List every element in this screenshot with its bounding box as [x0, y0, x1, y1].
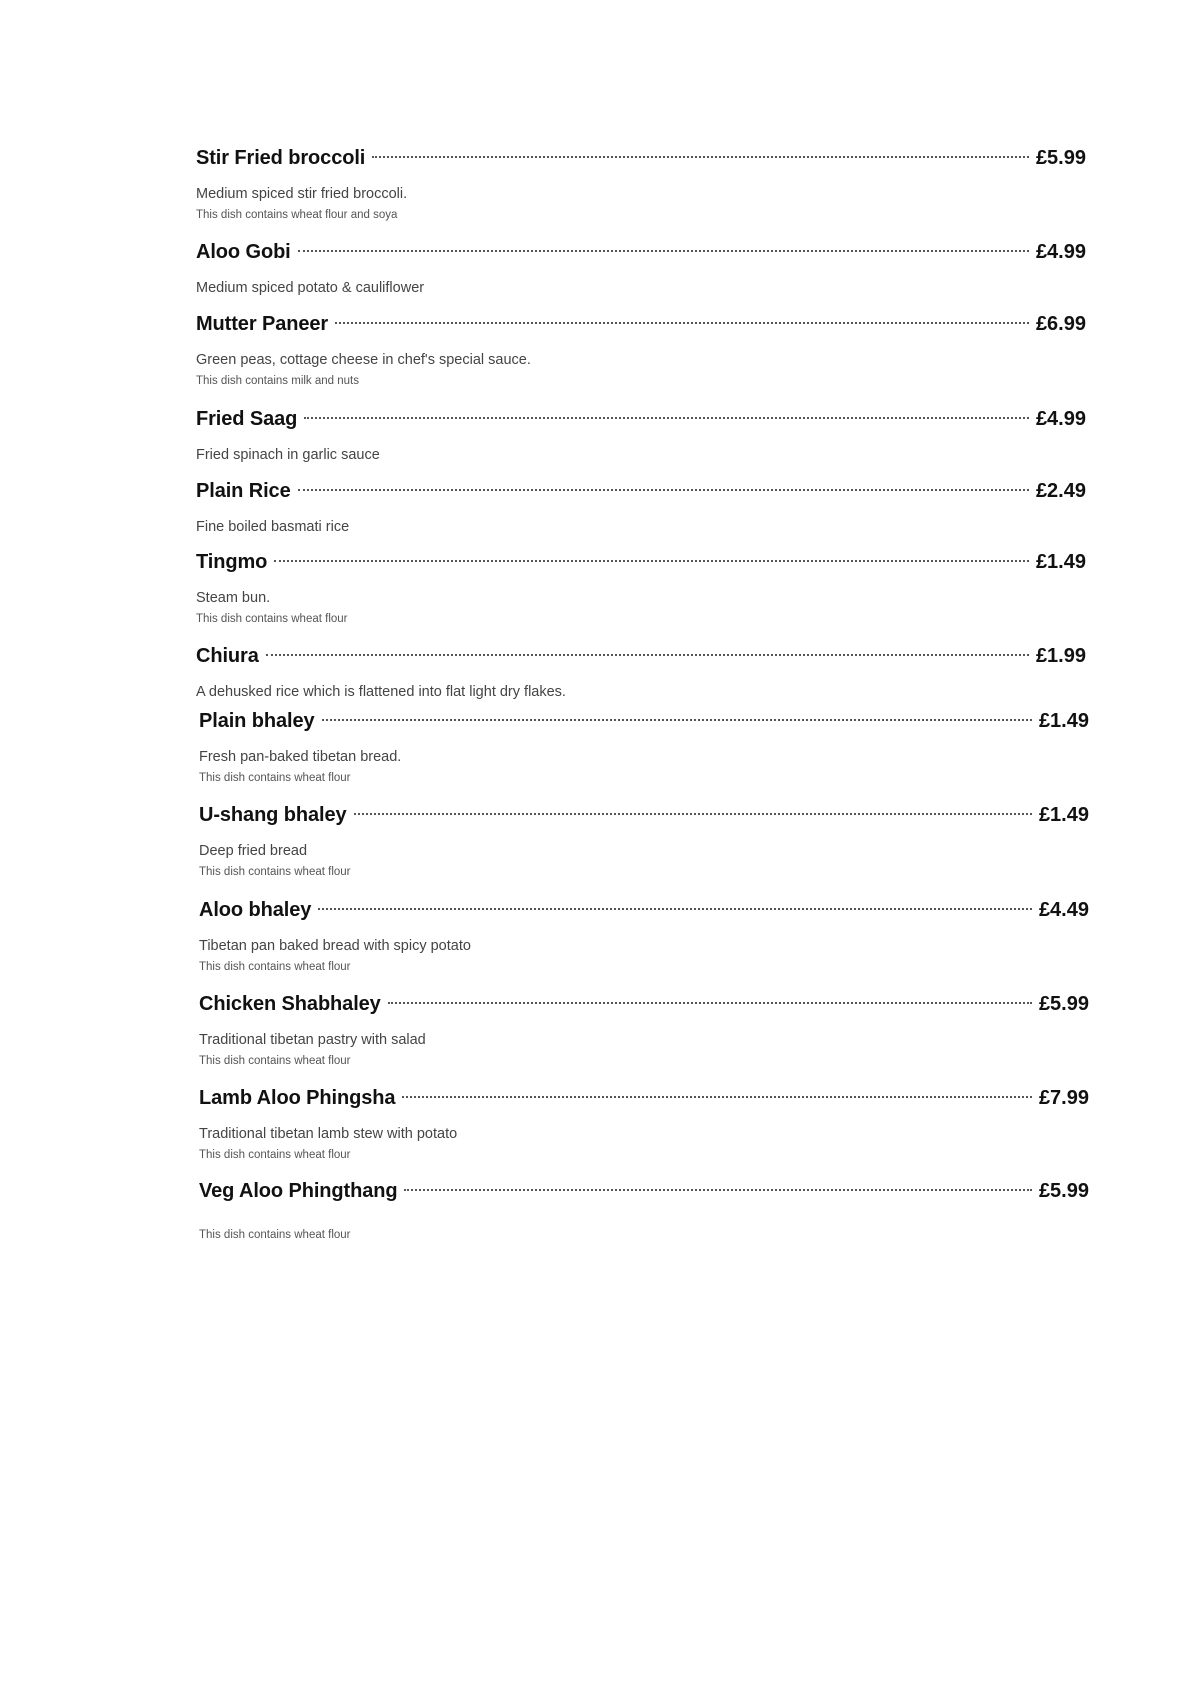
item-price: £1.49 [1035, 551, 1086, 573]
item-description: Medium spiced potato & cauliflower [196, 280, 425, 296]
dotted-leader [335, 322, 1029, 324]
dotted-leader [318, 908, 1032, 910]
item-name: Aloo Gobi [196, 241, 291, 263]
item-description: Deep fried bread [199, 843, 308, 859]
item-price: £4.99 [1035, 408, 1086, 430]
item-allergen: This dish contains wheat flour and soya [196, 209, 398, 221]
dotted-leader [388, 1002, 1032, 1004]
item-name: Aloo bhaley [199, 899, 312, 921]
item-description: Traditional tibetan pastry with salad [199, 1032, 426, 1048]
item-name: Chiura [196, 645, 259, 667]
menu-item [199, 1180, 1089, 1242]
item-allergen: This dish contains wheat flour [199, 1149, 351, 1161]
item-price: £1.99 [1035, 645, 1086, 667]
menu-item [196, 645, 1086, 701]
item-description: A dehusked rice which is flattened into flat light dry flakes. [196, 684, 566, 700]
item-price: £5.99 [1038, 1180, 1089, 1202]
dotted-leader [322, 719, 1032, 721]
menu-item [196, 241, 1086, 297]
item-description: Fried spinach in garlic sauce [196, 447, 380, 463]
item-name: Tingmo [196, 551, 268, 573]
item-allergen: This dish contains wheat flour [199, 772, 351, 784]
menu-item [199, 1087, 1089, 1162]
item-name: Veg Aloo Phingthang [199, 1180, 398, 1202]
menu-item [199, 804, 1089, 879]
item-name: Fried Saag [196, 408, 298, 430]
dotted-leader [274, 560, 1029, 562]
item-price: £5.99 [1038, 993, 1089, 1015]
item-name: Stir Fried broccoli [196, 147, 366, 169]
menu-item [196, 480, 1086, 536]
dotted-leader [298, 489, 1029, 491]
item-description: Green peas, cottage cheese in chef's special sauce. [196, 352, 531, 368]
item-name: Lamb Aloo Phingsha [199, 1087, 396, 1109]
item-price: £1.49 [1038, 804, 1089, 826]
item-description: Tibetan pan baked bread with spicy potato [199, 938, 471, 954]
item-name: U-shang bhaley [199, 804, 347, 826]
item-price: £2.49 [1035, 480, 1086, 502]
item-description: Medium spiced stir fried broccoli. [196, 186, 408, 202]
menu-item [199, 710, 1089, 785]
dotted-leader [304, 417, 1029, 419]
menu-item [199, 993, 1089, 1068]
item-allergen: This dish contains wheat flour [196, 613, 348, 625]
menu-item [196, 408, 1086, 464]
item-description: Traditional tibetan lamb stew with potato [199, 1126, 458, 1142]
dotted-leader [404, 1189, 1031, 1191]
item-name: Plain Rice [196, 480, 291, 502]
menu-item [196, 147, 1086, 222]
item-price: £4.49 [1038, 899, 1089, 921]
item-price: £5.99 [1035, 147, 1086, 169]
item-name: Mutter Paneer [196, 313, 329, 335]
menu-item [196, 551, 1086, 626]
menu-item [196, 313, 1086, 388]
dotted-leader [354, 813, 1032, 815]
item-allergen: This dish contains wheat flour [199, 866, 351, 878]
item-allergen: This dish contains milk and nuts [196, 375, 359, 387]
dotted-leader [402, 1096, 1032, 1098]
item-allergen: This dish contains wheat flour [199, 1055, 351, 1067]
item-price: £6.99 [1035, 313, 1086, 335]
item-allergen: This dish contains wheat flour [199, 961, 351, 973]
item-description: Fine boiled basmati rice [196, 519, 350, 535]
dotted-leader [372, 156, 1029, 158]
menu-item [199, 899, 1089, 974]
dotted-leader [298, 250, 1029, 252]
item-name: Chicken Shabhaley [199, 993, 381, 1015]
item-price: £1.49 [1038, 710, 1089, 732]
item-name: Plain bhaley [199, 710, 315, 732]
item-price: £7.99 [1038, 1087, 1089, 1109]
item-price: £4.99 [1035, 241, 1086, 263]
item-description: Fresh pan-baked tibetan bread. [199, 749, 402, 765]
item-allergen: This dish contains wheat flour [199, 1229, 351, 1241]
dotted-leader [266, 654, 1029, 656]
item-description: Steam bun. [196, 590, 271, 606]
